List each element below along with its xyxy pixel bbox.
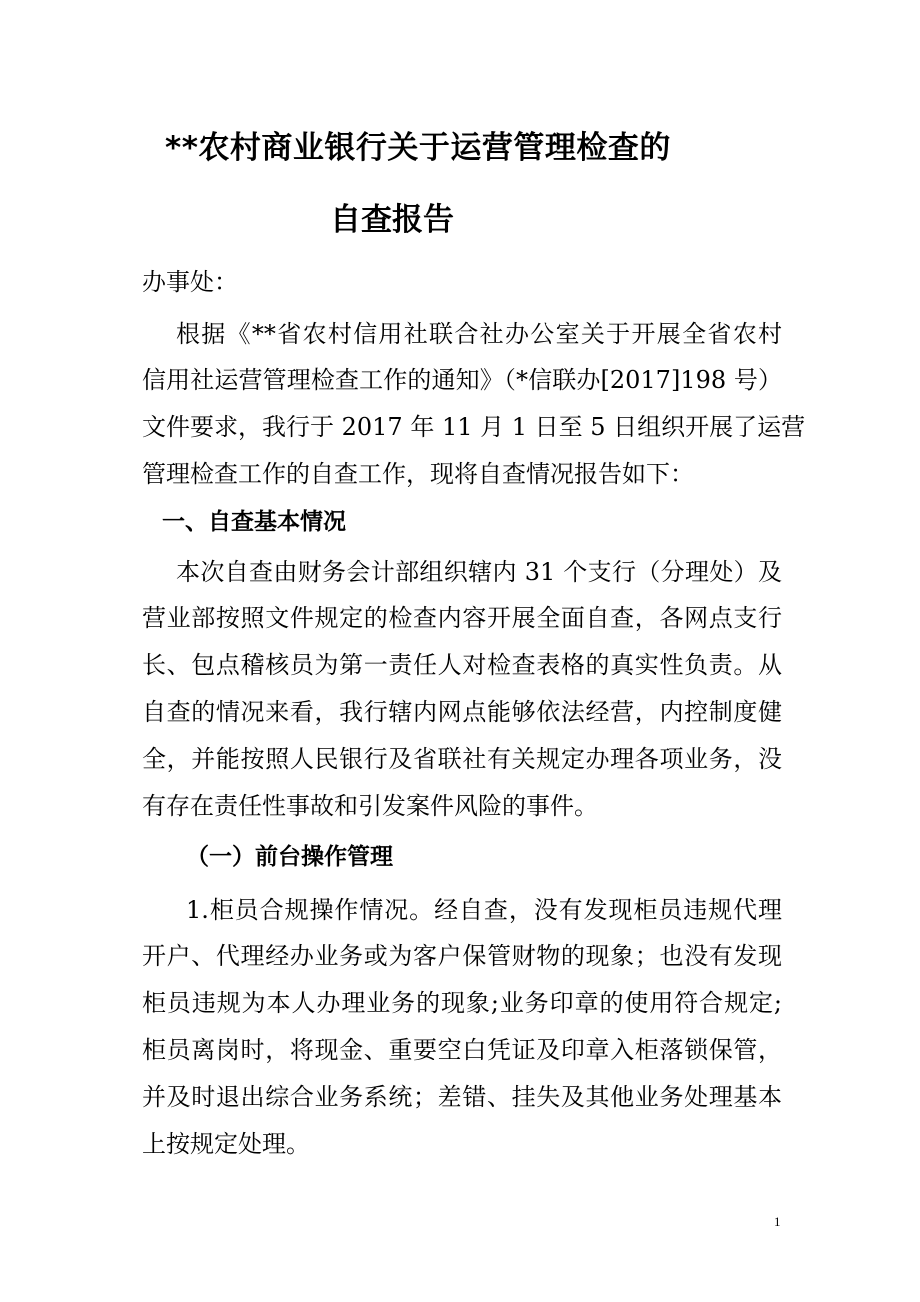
intro-line: 信用社运营管理检查工作的通知》（*信联办[2017]198 号）: [142, 366, 782, 394]
body-line: 柜员离岗时，将现金、重要空白凭证及印章入柜落锁保管，: [142, 1036, 782, 1064]
page-number: 1: [774, 1214, 781, 1229]
document-title-line-1: **农村商业银行关于运营管理检查的: [165, 130, 671, 166]
subsection-heading: （一）前台操作管理: [186, 844, 393, 870]
body-line: 柜员违规为本人办理业务的现象;业务印章的使用符合规定;: [142, 989, 782, 1017]
body-line: 并及时退出综合业务系统；差错、挂失及其他业务处理基本: [142, 1083, 782, 1111]
body-line: 1.柜员合规操作情况。经自查，没有发现柜员违规代理: [186, 896, 782, 924]
body-line: 全，并能按照人民银行及省联社有关规定办理各项业务，没: [142, 745, 782, 773]
body-line: 开户、代理经办业务或为客户保管财物的现象；也没有发现: [142, 942, 782, 970]
body-line: 长、包点稽核员为第一责任人对检查表格的真实性负责。从: [142, 651, 782, 679]
salutation: 办事处：: [142, 268, 238, 296]
body-line: 本次自查由财务会计部组织辖内 31 个支行（分理处）及: [176, 558, 782, 586]
document-title-line-2: 自查报告: [330, 202, 454, 238]
body-line: 上按规定处理。: [142, 1130, 310, 1158]
intro-line: 文件要求，我行于 2017 年 11 月 1 日至 5 日组织开展了运营: [142, 413, 806, 441]
body-line: 有存在责任性事故和引发案件风险的事件。: [142, 792, 598, 820]
intro-line: 根据《**省农村信用社联合社办公室关于开展全省农村: [176, 320, 782, 348]
body-line: 自查的情况来看，我行辖内网点能够依法经营，内控制度健: [142, 698, 782, 726]
body-line: 营业部按照文件规定的检查内容开展全面自查，各网点支行: [142, 604, 782, 632]
intro-line: 管理检查工作的自查工作，现将自查情况报告如下：: [142, 460, 694, 488]
section-heading: 一、自查基本情况: [162, 509, 346, 535]
